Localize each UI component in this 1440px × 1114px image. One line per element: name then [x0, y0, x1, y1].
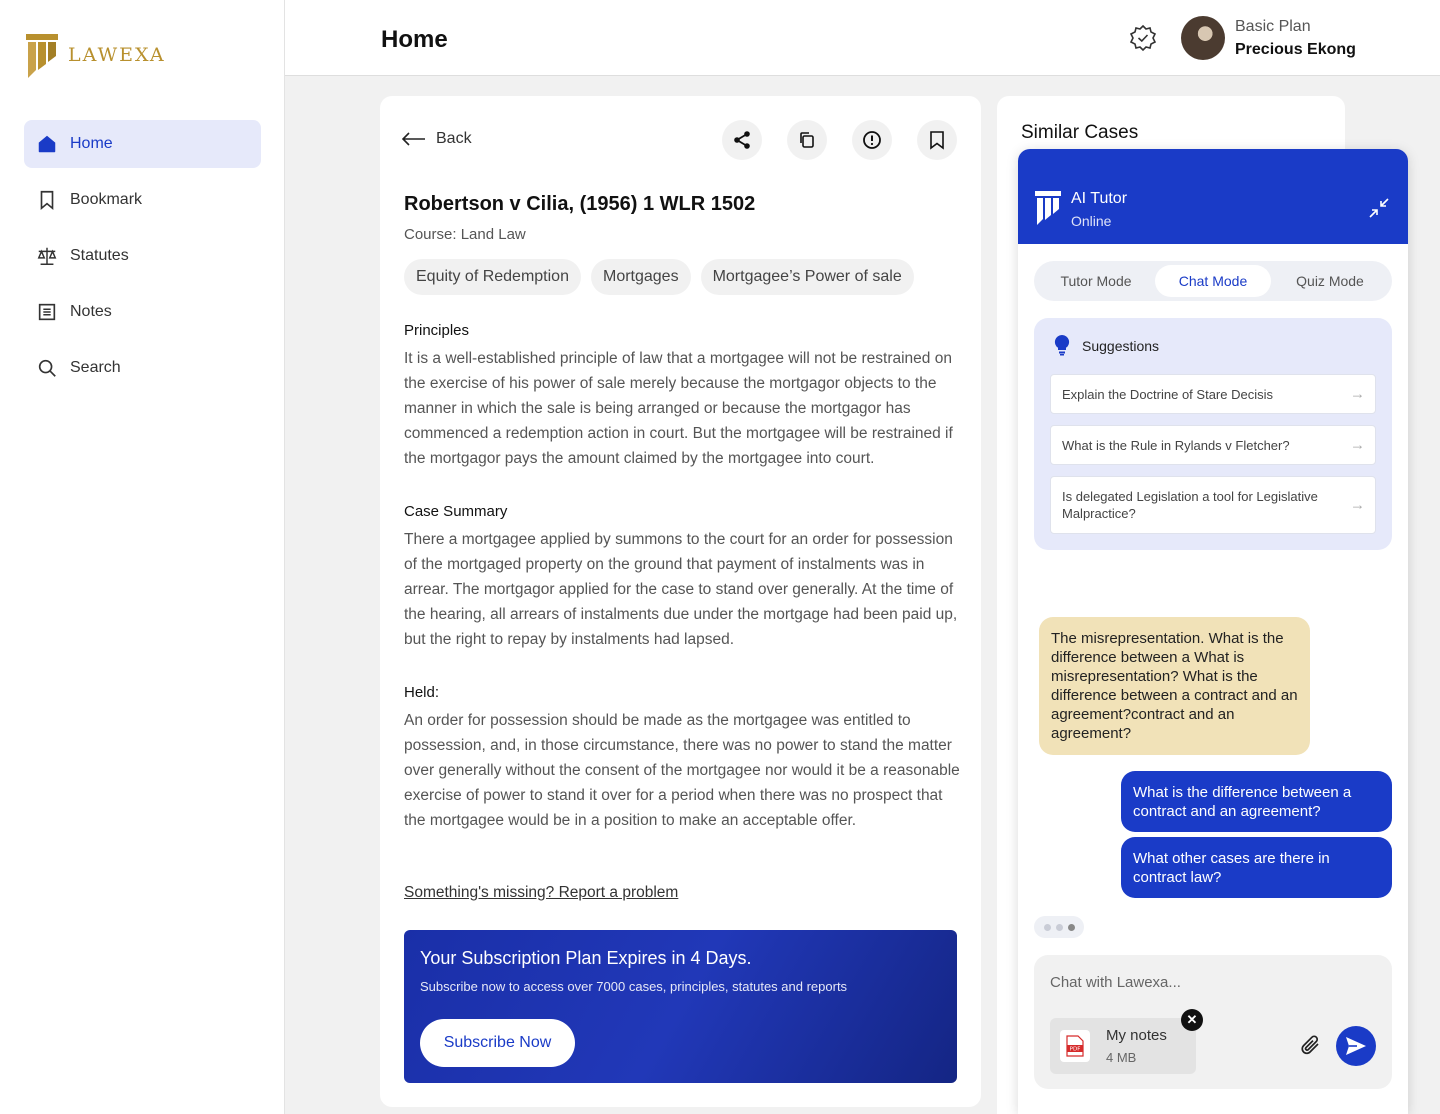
- suggestion-text: What is the Rule in Rylands v Fletcher?: [1062, 437, 1290, 453]
- settings-button[interactable]: [1127, 22, 1159, 54]
- tab-quiz-mode[interactable]: Quiz Mode: [1296, 273, 1364, 289]
- promo-subtitle: Subscribe now to access over 7000 cases, principles, statutes and reports: [420, 979, 848, 994]
- sidebar-item-label: Search: [70, 359, 121, 376]
- home-icon: [36, 133, 58, 155]
- search-icon: [36, 357, 58, 379]
- case-detail-card: [380, 96, 981, 1107]
- user-message: What other cases are there in contract law?: [1121, 837, 1392, 898]
- suggestion-item[interactable]: [1050, 425, 1376, 465]
- summary-heading: Case Summary: [404, 503, 508, 520]
- sidebar-item-label: Notes: [70, 303, 112, 320]
- arrow-right-icon: →: [1350, 496, 1365, 514]
- notes-icon: [36, 301, 58, 323]
- similar-cases-title: Similar Cases: [1021, 122, 1139, 143]
- paperclip-icon[interactable]: [1300, 1033, 1322, 1057]
- course-label: Course: Land Law: [404, 226, 526, 243]
- user-message: What is the difference between a contract and an agreement?: [1121, 771, 1392, 832]
- top-header: [285, 0, 1440, 76]
- attachment-size: 4 MB: [1106, 1050, 1137, 1065]
- back-label: Back: [436, 130, 472, 147]
- suggestion-item[interactable]: [1050, 374, 1376, 414]
- user-name: Precious Ekong: [1235, 41, 1356, 58]
- sidebar-item-notes[interactable]: [24, 288, 261, 336]
- bookmark-button[interactable]: [917, 120, 957, 160]
- minimize-icon[interactable]: [1368, 197, 1390, 219]
- case-title: Robertson v Cilia, (1956) 1 WLR 1502: [404, 193, 756, 215]
- scales-icon: [36, 245, 58, 267]
- pdf-file-icon: [1060, 1030, 1090, 1062]
- tutor-logo-icon: [1034, 189, 1062, 227]
- suggestion-text: Is delegated Legislation a tool for Legislative Malpractice?: [1062, 489, 1318, 521]
- tutor-status: Online: [1071, 213, 1112, 229]
- send-icon: [1345, 1036, 1367, 1056]
- back-button[interactable]: [402, 130, 472, 148]
- suggestion-text: Explain the Doctrine of Stare Decisis: [1062, 386, 1273, 402]
- copy-icon: [798, 131, 816, 149]
- sidebar-item-label: Home: [70, 135, 113, 152]
- typing-dot: [1044, 924, 1051, 931]
- copy-button[interactable]: [787, 120, 827, 160]
- tag-chip[interactable]: Mortgagee’s Power of sale: [701, 259, 914, 295]
- plan-label: Basic Plan: [1235, 18, 1311, 35]
- sidebar-item-label: Bookmark: [70, 191, 143, 208]
- send-button[interactable]: [1336, 1026, 1376, 1066]
- sidebar: [0, 0, 285, 1114]
- sidebar-item-statutes[interactable]: [24, 232, 261, 280]
- sidebar-item-home[interactable]: [24, 120, 261, 168]
- typing-dot: [1056, 924, 1063, 931]
- logo-text: LAWEXA: [68, 44, 166, 66]
- typing-indicator: [1034, 916, 1084, 938]
- suggestions-box: [1034, 318, 1392, 550]
- promo-title: Your Subscription Plan Expires in 4 Days.: [420, 948, 752, 968]
- ai-tutor-panel: [1018, 149, 1408, 1114]
- suggestion-item[interactable]: [1050, 476, 1376, 534]
- sidebar-item-bookmark[interactable]: [24, 176, 261, 224]
- bookmark-icon: [36, 189, 58, 211]
- tutor-name: AI Tutor: [1071, 190, 1128, 207]
- principles-text: It is a well-established principle of law that a mortgagee will not be restrained on the exercise of his power of sale merely because the mortgagor objects to the manner in which the sale is being arranged or because the mortgagor has commenced a redemption action in court. But the mortgagee will be restrained if the mortgagor pays the amount claimed by the mortgagee into court.: [404, 350, 953, 467]
- tag-chip[interactable]: Equity of Redemption: [404, 259, 581, 295]
- report-problem-link[interactable]: Something's missing? Report a problem: [404, 884, 679, 901]
- held-text: An order for possession should be made as the mortgagee was entitled to possession, and, in those circumstance, there was no power to stand the matter over generally without the consent of the mortgagee nor would it be a reasonable exercise of power to stand it over for a period when there was no prospect that the mortgagee would be in a position to make an acceptable offer.: [404, 712, 960, 829]
- mode-switcher: [1034, 261, 1392, 301]
- pdf-label: PDF: [1069, 1046, 1081, 1053]
- summary-text: There a mortgagee applied by summons to the court for an order for possession of the mortgaged property on the ground that payment of instalments was in arrear. The mortgagor applied for the case to stand over generally. At the time of the hearing, all arrears of instalments due under the mortgage had been paid up, but the right to repay by instalments had lapsed.: [404, 531, 958, 648]
- subscribe-button[interactable]: Subscribe Now: [420, 1019, 575, 1067]
- gear-badge-icon: [1127, 22, 1159, 54]
- attachment-card[interactable]: [1050, 1018, 1196, 1074]
- tab-chat-mode[interactable]: Chat Mode: [1155, 265, 1271, 297]
- share-icon: [732, 130, 752, 150]
- tag-chip[interactable]: Mortgages: [591, 259, 691, 295]
- tutor-header: [1018, 149, 1408, 244]
- sidebar-nav: [24, 120, 261, 400]
- page-title: Home: [381, 26, 448, 53]
- close-icon: ✕: [1186, 1012, 1198, 1027]
- share-button[interactable]: [722, 120, 762, 160]
- subscription-banner: [404, 930, 957, 1083]
- arrow-right-icon: →: [1350, 436, 1365, 454]
- bookmark-icon: [929, 130, 945, 150]
- principles-heading: Principles: [404, 322, 470, 339]
- sidebar-item-search[interactable]: [24, 344, 261, 392]
- avatar[interactable]: [1181, 16, 1225, 60]
- pillar-logo-icon: [24, 30, 60, 80]
- chat-composer: [1034, 955, 1392, 1089]
- arrow-left-icon: [402, 132, 426, 146]
- bot-message: The misrepresentation. What is the difference between a What is misrepresentation? What is the difference between a contract and an agreement?contract and an agreement?: [1039, 617, 1310, 755]
- tag-list: [404, 259, 914, 295]
- held-heading: Held:: [404, 684, 440, 701]
- alert-circle-icon: [862, 130, 882, 150]
- report-button[interactable]: [852, 120, 892, 160]
- attachment-name: My notes: [1106, 1027, 1167, 1044]
- arrow-right-icon: →: [1350, 385, 1365, 403]
- remove-attachment-button[interactable]: [1181, 1009, 1203, 1031]
- lightbulb-icon: [1054, 334, 1070, 356]
- lawexa-logo[interactable]: [24, 30, 166, 80]
- suggestions-title: Suggestions: [1082, 338, 1160, 354]
- sidebar-item-label: Statutes: [70, 247, 129, 264]
- chat-input[interactable]: [1050, 971, 1370, 993]
- typing-dot: [1068, 924, 1075, 931]
- tab-tutor-mode[interactable]: Tutor Mode: [1060, 273, 1132, 289]
